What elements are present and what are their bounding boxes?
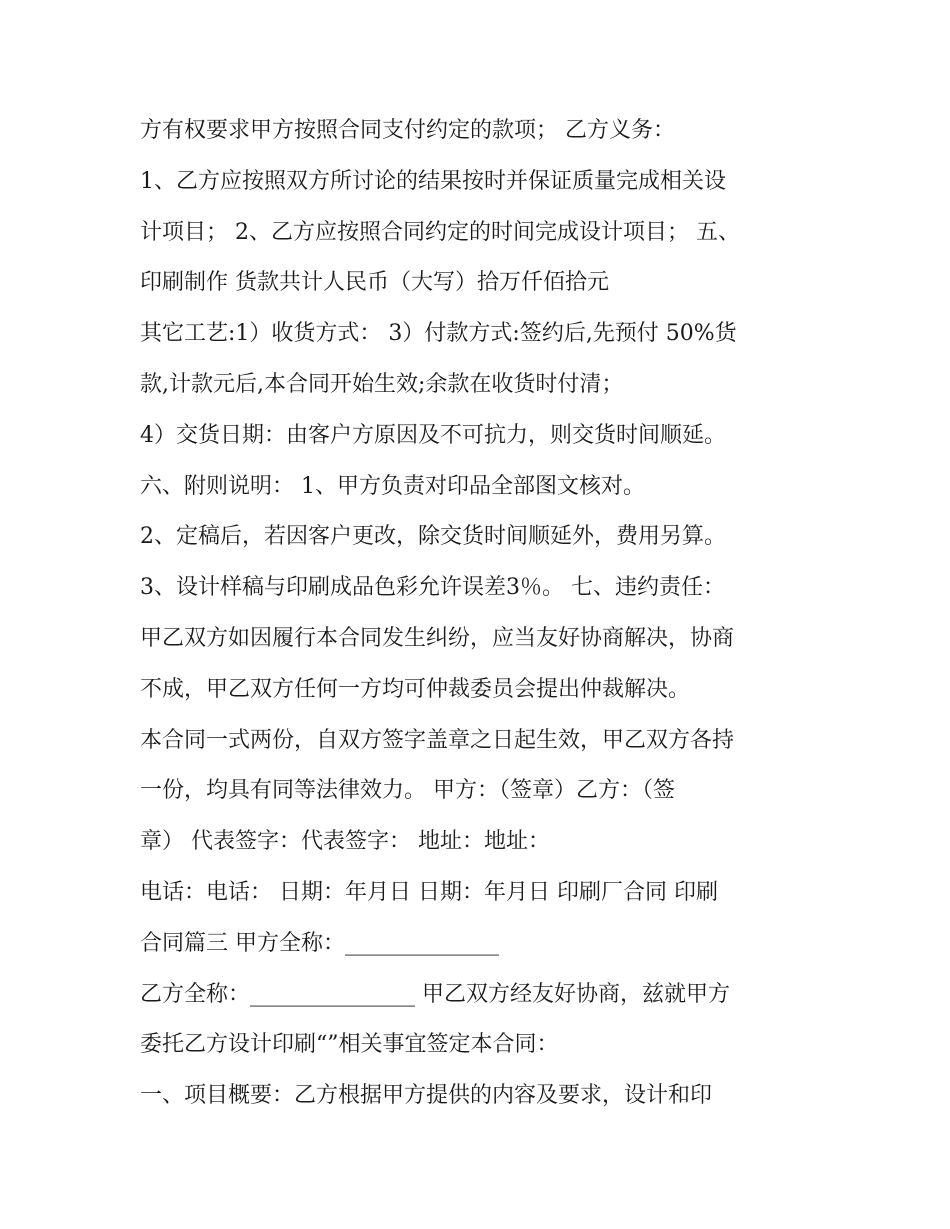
text-line: 乙方全称：_______________ 甲乙双方经友好协商，兹就甲方 bbox=[140, 981, 730, 1007]
text-line: 4）交货日期：由客户方原因及不可抗力，则交货时间顺延。 bbox=[140, 422, 726, 448]
text-line: 2、定稿后，若因客户更改，除交货时间顺延外，费用另算。 bbox=[140, 524, 726, 550]
text-line: 六、附则说明： 1、甲方负责对印品全部图文核对。 bbox=[140, 473, 645, 499]
text-line: 款,计款元后,本合同开始生效;余款在收货时付清； bbox=[140, 371, 624, 397]
text-line: 方有权要求甲方按照合同支付约定的款项； 乙方义务： bbox=[140, 118, 675, 143]
contract-body-text bbox=[140, 106, 830, 1122]
text-line: 1、乙方应按照双方所讨论的结果按时并保证质量完成相关设 bbox=[140, 168, 726, 194]
text-line: 委托乙方设计印刷“”相关事宜签定本合同： bbox=[140, 1032, 559, 1058]
text-line: 章） 代表签字：代表签字： 地址：地址： bbox=[140, 829, 550, 855]
text-line: 一份，均具有同等法律效力。 甲方：（签章）乙方：（签 bbox=[140, 778, 675, 804]
text-line: 电话：电话： 日期：年月日 日期：年月日 印刷厂合同 印刷 bbox=[140, 879, 718, 905]
text-line: 甲乙双方如因履行本合同发生纠纷，应当友好协商解决，协商 bbox=[140, 625, 735, 651]
text-line: 其它工艺:1）收货方式： 3）付款方式:签约后,先预付 50%货 bbox=[140, 321, 737, 347]
text-line: 计项目； 2、乙方应按照合同约定的时间完成设计项目； 五、 bbox=[140, 219, 740, 245]
text-line: 印刷制作 货款共计人民币（大写）拾万仟佰拾元 bbox=[140, 270, 609, 296]
text-line: 合同篇三 甲方全称：______________ bbox=[140, 930, 499, 956]
text-line: 一、项目概要：乙方根据甲方提供的内容及要求，设计和印 bbox=[140, 1083, 713, 1109]
text-line: 3、设计样稿与印刷成品色彩允许误差3％。 七、违约责任： bbox=[140, 575, 725, 601]
text-line: 本合同一式两份，自双方签字盖章之日起生效，甲乙双方各持 bbox=[140, 727, 735, 753]
text-line: 不成，甲乙双方任何一方均可仲裁委员会提出仲裁解决。 bbox=[140, 676, 691, 702]
